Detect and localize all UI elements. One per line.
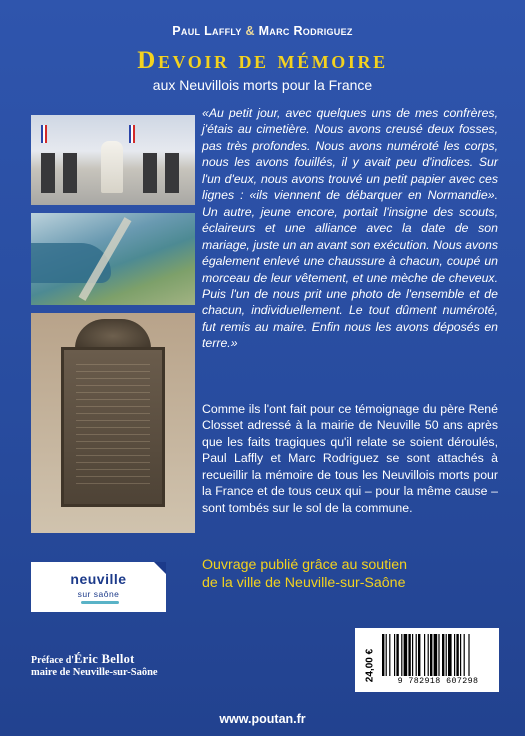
barcode-bar <box>442 634 444 676</box>
stele-shape <box>165 153 179 193</box>
description-text: Comme ils l'ont fait pour ce témoignage du père René Closset adressé à la mairie de Neuville 50 ans après que les faits tragiques qu'il relate se soient déroulés, Paul Laffly et Marc Rodriguez se sont attachés à recueillir la mémoire de tous les Neuvillois morts pour la France et de tous ceux qui – pour la même cause – sont tombés sur le sol de la commune. <box>202 402 498 515</box>
preface-label: Préface d' <box>31 655 75 666</box>
neuville-logo <box>31 562 166 612</box>
author-2: Marc Rodriguez <box>258 24 353 38</box>
barcode-bar <box>460 634 461 676</box>
logo-name: neuville <box>70 571 127 587</box>
barcode-bar <box>424 634 425 676</box>
plaque-engraving <box>76 364 150 490</box>
plaque <box>61 347 165 507</box>
website-link[interactable]: www.poutan.fr <box>219 712 306 726</box>
barcode-bar <box>468 634 469 676</box>
stele-shape <box>63 153 77 193</box>
author-1: Paul Laffly <box>172 24 242 38</box>
authors-line <box>0 24 525 38</box>
testimony-quote: «Au petit jour, avec quelques uns de mes confrères, j'étais au cimetière. Nous avons creusé deux fosses, pas très profondes. Nous avons numéroté les corps, nous les avons fouillés, il y avait peu d'indices. Sur l'un d'eux, nous avons trouvé un petit papier avec ces lignes : «ils viennent de débarquer en Normandie». Un autre, jeune encore, portait l'insigne des scouts, éclaireurs et une alliance avec la date de son mariage, juste un an avant son exécution. Nous avons également enlevé une chaussure à chacun, coupé un morceau de leur vêtement, et une mèche de cheveux. Puis l'un de nous prit une photo de l'ensemble et de chacun, individuellement. Le tout dûment numéroté, fut remis au maire. Enfin nous les avons déposés en terre.» <box>202 106 498 351</box>
barcode-bar <box>412 634 413 676</box>
barcode-bar <box>401 634 402 676</box>
barcode-bar <box>382 634 384 676</box>
ampersand: & <box>245 24 255 38</box>
barcode-bar <box>446 634 447 676</box>
stele-shape <box>41 153 55 193</box>
barcode-box <box>355 628 499 692</box>
barcode-bar <box>386 634 387 676</box>
preface-role: maire de Neuville-sur-Saône <box>31 667 158 678</box>
barcode-bar <box>416 634 417 676</box>
barcode-bar <box>428 634 429 676</box>
stele-shape <box>143 153 157 193</box>
barcode-bar <box>434 634 438 676</box>
memorial-plaque-photo <box>31 313 195 533</box>
barcode-bar <box>389 634 390 676</box>
barcode-bar <box>448 634 452 676</box>
isbn-number: 9 782918 607298 <box>397 677 479 686</box>
support-line-1: Ouvrage publié grâce au soutien <box>202 557 408 573</box>
preface-author: Éric Bellot <box>74 652 135 666</box>
barcode-bar <box>454 634 455 676</box>
support-text <box>202 556 502 592</box>
flag-icon <box>129 125 135 143</box>
book-subtitle: aux Neuvillois morts pour la France <box>152 77 373 93</box>
barcode-bar <box>396 634 398 676</box>
barcode-bar <box>404 634 408 676</box>
isbn-barcode <box>382 634 494 676</box>
barcode-bar <box>418 634 420 676</box>
logo-subname: sur saône <box>77 589 120 599</box>
barcode-bar <box>464 634 465 676</box>
barcode-bar <box>438 634 439 676</box>
price-label: 24,00 € <box>364 648 376 683</box>
flag-icon <box>41 125 47 143</box>
barcode-bar <box>394 634 395 676</box>
aerial-town-photo <box>31 213 195 305</box>
barcode-bar <box>456 634 458 676</box>
barcode-bar <box>430 634 432 676</box>
memorial-photo <box>31 115 195 205</box>
book-title: Devoir de mémoire <box>137 47 388 74</box>
support-line-2: de la ville de Neuville-sur-Saône <box>202 575 406 591</box>
barcode-bar <box>408 634 410 676</box>
preface-line <box>31 652 135 667</box>
statue-shape <box>101 141 123 193</box>
logo-wave <box>81 601 119 604</box>
